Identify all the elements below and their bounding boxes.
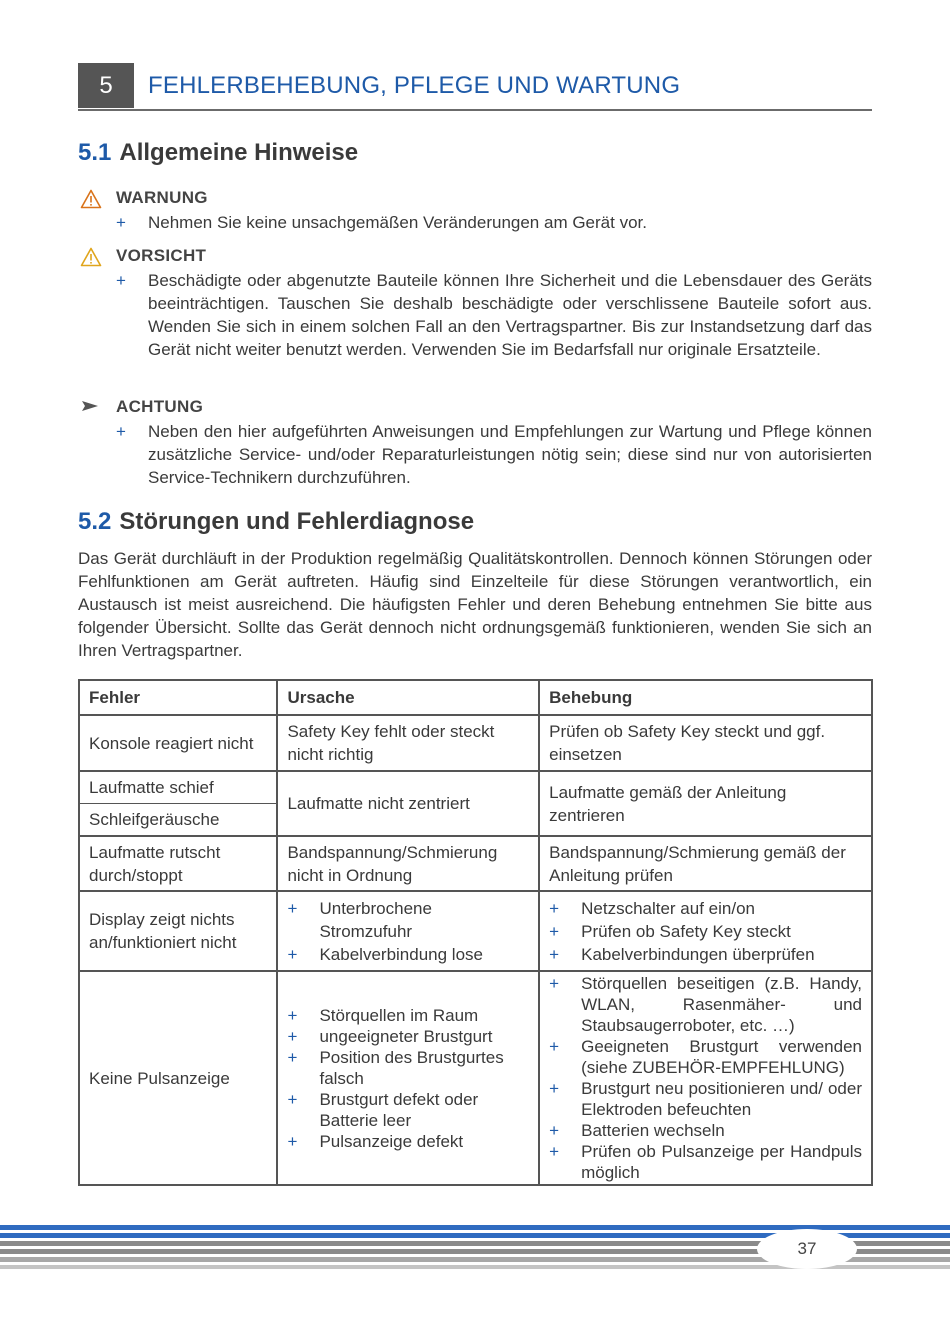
bullet-plus: +: [549, 921, 560, 941]
cause-cell: [277, 891, 539, 971]
chapter-title: FEHLERBEHEBUNG, PFLEGE UND WARTUNG: [148, 72, 681, 99]
table-row: [79, 771, 872, 836]
header-cause: Ursache: [277, 680, 539, 715]
cause-cell: [277, 971, 539, 1185]
list-item-text: Prüfen ob Safety Key steckt: [581, 921, 791, 941]
list-item: [549, 1141, 862, 1183]
bullet-plus: +: [116, 213, 126, 232]
list-item-text: Kabelverbindungen überprüfen: [581, 944, 815, 964]
list-item: [549, 943, 862, 966]
list-item: [549, 1120, 862, 1141]
attention-label: ACHTUNG: [116, 397, 204, 416]
arrow-right-icon: [80, 399, 100, 413]
bullet-plus: +: [549, 944, 560, 964]
bullet-plus: +: [549, 1037, 560, 1056]
table-row: [79, 715, 872, 771]
cause-cell: Laufmatte nicht zentriert: [277, 771, 539, 836]
bullet-plus: +: [287, 898, 298, 918]
list-item: [287, 1005, 529, 1026]
list-item-text: Position des Brustgurtes falsch: [319, 1047, 504, 1088]
warning-item: [116, 211, 872, 234]
fault-cell: [79, 771, 277, 836]
list-item-text: Brustgurt neu positionieren und/ oder Elektroden befeuchten: [581, 1079, 862, 1119]
warning-text: Nehmen Sie keine unsachgemäßen Veränderungen am Gerät vor.: [148, 213, 647, 232]
list-item-text: Geeigneten Brustgurt verwenden (siehe ZUBEHÖR-EMPFEHLUNG): [581, 1037, 862, 1077]
bullet-plus: +: [116, 422, 126, 441]
list-item-text: Kabelverbindung lose: [319, 944, 483, 964]
list-item-text: Brustgurt defekt oder Batterie leer: [319, 1089, 479, 1130]
fault-cell: Keine Pulsanzeige: [79, 971, 277, 1185]
attention-text: Neben den hier aufgeführten Anweisungen und Empfehlungen zur Wartung und Pflege können zusätzliche Service- und/oder Reparaturleistungen nötig sein; diese sind nur von autorisierten Service-Technikern durchzuführen.: [148, 422, 872, 487]
section-number: 5.2: [78, 508, 112, 535]
bullet-plus: +: [549, 974, 560, 993]
list-item: [549, 1078, 862, 1120]
section-heading-1: [78, 139, 358, 167]
list-item-text: Unterbrochene Stromzufuhr: [319, 898, 432, 941]
caution-text: Beschädigte oder abgenutzte Bauteile können Ihre Sicherheit und die Lebensdauer des Geräts beeinträchtigen. Tauschen Sie deshalb beschädigte oder verschlissene Bauteile sofort aus. Wenden Sie sich in einem solchen Fall an den Vertragspartner. Bis zur Instandsetzung darf das Gerät nicht weiter benutzt werden. Verwenden Sie im Bedarfsfall nur originale Ersatzteile.: [148, 271, 872, 359]
list-item-text: Netzschalter auf ein/on: [581, 898, 755, 918]
chapter-header: [78, 63, 872, 111]
bullet-plus: +: [549, 1079, 560, 1098]
table-row: [79, 971, 872, 1185]
fault-cell: Display zeigt nichts an/funktioniert nicht: [79, 891, 277, 971]
bullet-plus: +: [287, 944, 298, 964]
fix-cell: Laufmatte gemäß der Anleitung zentrieren: [539, 771, 872, 836]
bullet-plus: +: [549, 1142, 560, 1161]
list-item: [287, 943, 529, 966]
list-item-text: Pulsanzeige defekt: [319, 1131, 464, 1151]
bullet-plus: +: [287, 1005, 298, 1025]
list-item-text: Störquellen im Raum: [319, 1005, 479, 1025]
list-item: [287, 1047, 529, 1089]
diagnosis-table: [78, 679, 873, 1186]
list-item-text: Batterien wechseln: [581, 1121, 725, 1140]
list-item: [287, 897, 529, 943]
cause-cell: Safety Key fehlt oder steckt nicht richtig: [277, 715, 539, 771]
table-header-row: [79, 680, 872, 715]
bullet-plus: +: [287, 1131, 298, 1151]
page-number: 37: [757, 1229, 857, 1269]
header-fix: Behebung: [539, 680, 872, 715]
caution-triangle-icon: [80, 247, 102, 267]
fault-subcell: Laufmatte schief: [80, 772, 276, 804]
table-row: [79, 836, 872, 891]
caution-item: [116, 269, 872, 361]
fault-subcell: Schleifgeräusche: [89, 810, 220, 829]
list-item: [287, 1026, 529, 1047]
warning-label: WARNUNG: [116, 188, 208, 207]
caution-label: VORSICHT: [116, 246, 207, 265]
section-heading-2: [78, 508, 474, 536]
warning-triangle-icon: [80, 189, 102, 209]
bullet-plus: +: [549, 898, 560, 918]
bullet-plus: +: [549, 1121, 560, 1140]
fix-cell: Prüfen ob Safety Key steckt und ggf. einsetzen: [539, 715, 872, 771]
list-item: [287, 1131, 529, 1152]
cause-cell: Bandspannung/Schmierung nicht in Ordnung: [277, 836, 539, 891]
bullet-plus: +: [287, 1047, 298, 1067]
list-item: [549, 920, 862, 943]
section-number: 5.1: [78, 139, 112, 166]
attention-item: [116, 420, 872, 489]
list-item-text: Störquellen beseitigen (z.B. Handy, WLAN, Rasenmäher- und Staubsaugerroboter, etc. …): [581, 974, 862, 1035]
header-fault: Fehler: [79, 680, 277, 715]
fix-cell: Bandspannung/Schmierung gemäß der Anleitung prüfen: [539, 836, 872, 891]
list-item: [287, 1089, 529, 1131]
bullet-plus: +: [287, 1026, 298, 1046]
list-item-text: Prüfen ob Pulsanzeige per Handpuls möglich: [581, 1142, 862, 1182]
list-item-text: ungeeigneter Brustgurt: [319, 1026, 493, 1046]
table-row: [79, 891, 872, 971]
list-item: [549, 973, 862, 1036]
bullet-plus: +: [116, 271, 126, 290]
list-item: [549, 897, 862, 920]
bullet-plus: +: [287, 1089, 298, 1109]
fix-cell: [539, 971, 872, 1185]
section-title: Störungen und Fehlerdiagnose: [119, 508, 475, 535]
section-intro: Das Gerät durchläuft in der Produktion regelmäßig Qualitätskontrollen. Dennoch können Störungen oder Fehlfunktionen am Gerät auftreten. Häufig sind Einzelteile für diese Störungen verantwortlich, ein Austausch ist meist ausreichend. Die häufigsten Fehler und deren Behebung entnehmen Sie bitte aus folgender Übersicht. Sollte das Gerät dennoch nicht ordnungsgemäß funktionieren, wenden Sie sich an Ihren Vertragspartner.: [78, 549, 872, 660]
fix-cell: [539, 891, 872, 971]
fault-cell: Laufmatte rutscht durch/stoppt: [79, 836, 277, 891]
section-title: Allgemeine Hinweise: [119, 139, 359, 166]
fault-cell: Konsole reagiert nicht: [79, 715, 277, 771]
list-item: [549, 1036, 862, 1078]
chapter-number: 5: [78, 63, 134, 108]
